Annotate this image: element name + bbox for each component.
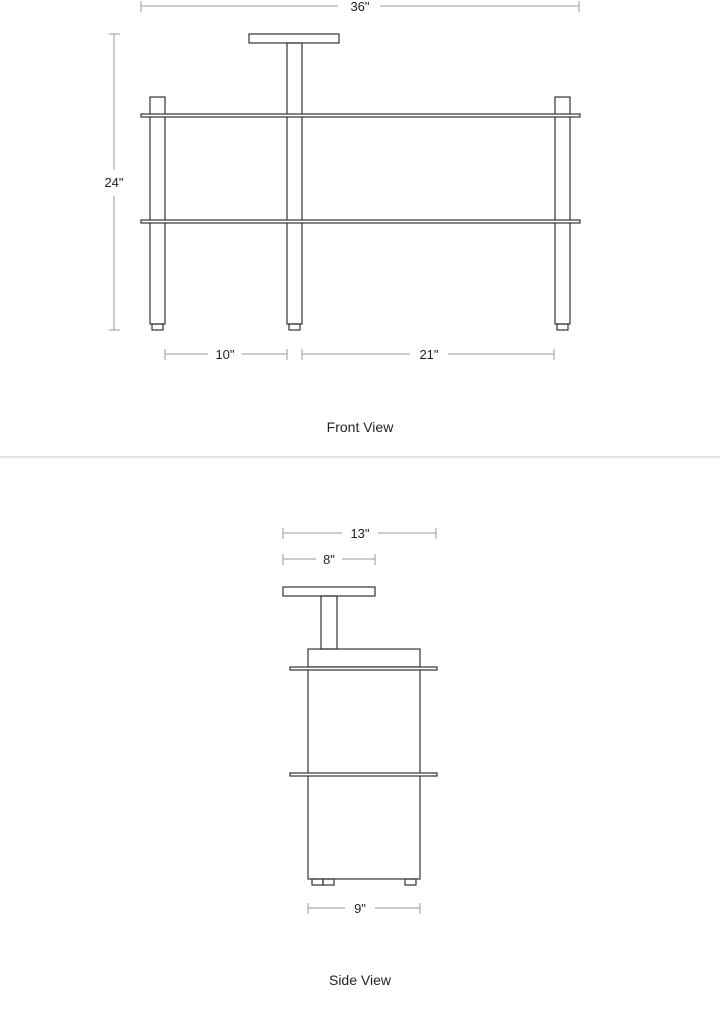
- front-right-foot: [557, 324, 568, 330]
- front-view: [104, 0, 580, 435]
- side-base-depth-label: 9": [354, 901, 366, 916]
- side-view-caption: Side View: [328, 972, 392, 988]
- front-left-span-dimension: [165, 347, 287, 362]
- front-upper-shelf: [141, 114, 580, 117]
- front-width-label: 36": [350, 0, 370, 14]
- side-top-depth-label: 8": [323, 552, 335, 567]
- front-lower-shelf: [141, 220, 580, 223]
- front-view-caption: Front View: [326, 419, 394, 435]
- front-left-foot: [152, 324, 163, 330]
- side-center-post: [321, 596, 337, 649]
- side-overall-depth-label: 13": [350, 526, 370, 541]
- front-width-dimension: [141, 0, 579, 14]
- front-center-foot: [289, 324, 300, 330]
- side-top-depth-dimension: [283, 552, 375, 567]
- side-left-foot: [312, 879, 323, 885]
- front-right-leg: [555, 97, 570, 324]
- side-view: [283, 526, 437, 988]
- side-upper-shelf: [290, 667, 437, 670]
- side-right-foot: [405, 879, 416, 885]
- front-center-post: [287, 43, 302, 324]
- side-left-foot-2: [323, 879, 334, 885]
- front-left-span-label: 10": [215, 347, 235, 362]
- front-left-leg: [150, 97, 165, 324]
- side-top-plate: [283, 587, 375, 596]
- front-right-span-dimension: [302, 347, 554, 362]
- side-lower-shelf: [290, 773, 437, 776]
- front-height-dimension: [104, 34, 123, 330]
- front-top-plate: [249, 34, 339, 43]
- side-leg-block: [308, 649, 420, 879]
- front-right-span-label: 21": [419, 347, 439, 362]
- side-overall-depth-dimension: [283, 526, 436, 541]
- side-base-depth-dimension: [308, 901, 420, 916]
- front-height-label: 24": [104, 175, 124, 190]
